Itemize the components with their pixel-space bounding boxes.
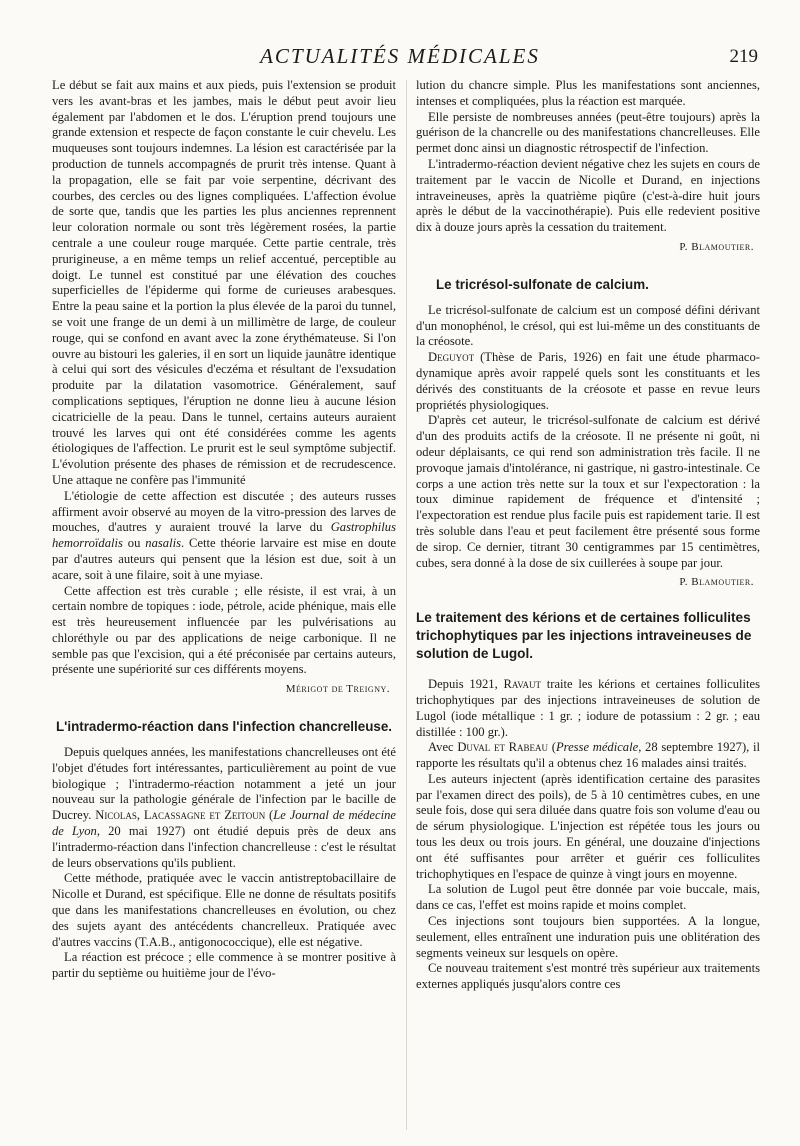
author-names: Nicolas, Lacassagne et Zeitoun — [95, 808, 266, 823]
paragraph: Les auteurs injectent (après identification certaine des parasites par l'examen direct des poils), de 5 à 10 centimètres cubes, en une seule fois, dose qui sera diluée dans quatre fois son volume d'eau ou de sérum physiologique. L'injection est répétée tous les jours ou tous les deux ou trois jours. En général, une douzaine d'injections ont été suffisantes pour arrêter et guérir ces folliculites trichophytiques en l'espace de quinze à vingt jours en moyenne. — [416, 771, 760, 881]
page-number: 219 — [729, 46, 758, 67]
column-divider — [406, 80, 407, 1130]
paragraph: Le début se fait aux mains et aux pieds, puis l'extension se produit vers les avant-bras et les jambes, mais le début peut avoir lieu également par l'abdomen et le dos. L'éruption prend toujours une grande extension et respecte de façon constante le cuir chevelu. Les muqueuses sont toujours indemnes. La lésion est caractérisée par la production de tunnels accompagnés de prurit très intense. Quant à la propagation, elle se fait par voie serpentine, décrivant des courbes, des cercles ou des lignes compliquées. L'affection évolue de sorte que, tandis que les parties les plus anciennes reprennent leur coloration normale ou sont très légèrement rosées, la partie centrale a une couleur rouge marquée. Cette partie centrale, très prurigineuse, a en même temps un relief accentué, perceptible au doigt. Le tunnel est constitué par une élévation des couches superficielles de l'épiderme qui forme de curieuses arabesques. Entre la peau saine et la portion la plus élevée de la paroi du tunnel, se voit une frange de un demi à un millimètre de large, de couleur rouge, qui se confond en avant avec la zone érythémateuse. Si l'on ouvre au bistouri les galeries, il en sort un liquide jaunâtre identique à celui qui sort des vésicules d'eczéma et résultant de l'exsudation produite par la dilatation vasomotrice. Généralement, sauf complications septiques, l'éruption ne donne lieu à aucune lésion cicatricielle de la peau. Dans le tunnel, certains auteurs auraient trouvé les larves qui ont été considérées comme les agents étiologiques de l'affection. Le prurit est le seul symptôme subjectif. L'évolution présente des phases de rémission et de recrudescence. Une attaque ne confère pas l'immunité — [52, 78, 396, 487]
paragraph: Elle persiste de nombreuses années (peut-être toujours) après la guérison de la chancrelle ou des manifestations chancrelleuses. Elle permet donc ainsi un diagnostic rétrospectif de l'infection. — [416, 109, 760, 156]
article-heading: Le tricrésol-sulfonate de calcium. — [436, 276, 649, 292]
author-names: Duval et Rabeau — [457, 740, 549, 755]
paragraph: Cette méthode, pratiquée avec le vaccin antistreptobacillaire de Nicolle et Durand, est spécifique. Elle ne donne de résultats positifs que dans les manifestations chancrelleuses en évolution, ou chez des sujets ayant des antécédents chancrelleux. Pratiquée avec d'autres vaccins (T.A.B., antigonococcique), elle est négative. — [52, 871, 396, 949]
author-name: Deguyot — [428, 350, 475, 365]
paragraph: L'étiologie de cette affection est discutée ; des auteurs russes affirment avoir observé au moyen de la vitro-pression des larves de mouches, d'autres y auraient trouvé la larve du Gastrophilus hemorroïdalis ou nasalis. Cette théorie larvaire est mise en doute par d'autres auteurs qui pensent que la lésion est due, soit à un acare, soit à une filaire, soit à une myiase. — [52, 488, 396, 582]
author-signature: P. Blamoutier. — [679, 240, 754, 253]
paragraph: La réaction est précoce ; elle commence à se montrer positive à partir du septième ou huitième jour de l'évo- — [52, 950, 396, 981]
paragraph: D'après cet auteur, le tricrésol-sulfonate de calcium est dérivé d'un des produits actifs de la créosote. Il ne présente ni goût, ni odeur déplaisants, ce qui rend son administration très facile. Il ne provoque jamais d'intolérance, ni gastrique, ni gastro-intestinale. Ce corps a une action très nette sur la toux et sur l'expectoration : la toux diminue rapidement de fréquence et d'intensité ; l'expectoration est rendue plus facile puis est rapidement tarie. Il est très soluble dans l'eau et peut facilement être présenté sous forme de sirop. Ce dernier, titrant 30 centigrammes par 15 centimètres, cubes, sera donné à la dose de six cuillerées à soupe par jour. — [416, 413, 760, 570]
paragraph: lution du chancre simple. Plus les manifestations sont anciennes, intenses et compliquées, plus la réaction est marquée. — [416, 78, 760, 108]
article-heading: Le traitement des kérions et de certaines folliculites trichophytiques par les injections intraveineuses de solution de Lugol. — [416, 610, 752, 662]
species-name: Gastrophilus hemorroïdalis — [52, 520, 396, 551]
author-signature: P. Blamoutier. — [679, 576, 754, 589]
page-header — [42, 44, 758, 74]
paragraph: Deguyot (Thèse de Paris, 1926) en fait une étude pharmaco-dynamique après avoir rappelé quels sont les constituants et les dérivés des constituants de la créosote et passe en revue leurs propriétés physiologiques. — [416, 350, 760, 412]
author-signature: Mérigot de Treigny. — [285, 683, 390, 696]
paragraph: Le tricrésol-sulfonate de calcium est un composé défini dérivant d'un monophénol, le crésol, qui est lui-même un des constituants de la créosote. — [416, 302, 760, 349]
right-column — [416, 78, 760, 993]
paragraph: L'intradermo-réaction devient négative chez les sujets en cours de traitement par le vaccin de Nicolle et Durand, en injections intraveineuses, après la quatrième piqûre (c'est-à-dire huit jours après le début de la vaccinothérapie). Puis elle redevient positive dix à douze jours après la cessation du traitement. — [416, 156, 760, 235]
paragraph: Cette affection est très curable ; elle résiste, il est vrai, à un certain nombre de topiques : iode, pétrole, acide phénique, mais elle est très heureusement influencée par les pulvérisations au chloréthyle ou par des applications de neige carbonique. Il ne semble pas que l'excision, qui a été préconisée par certains auteurs, présente une supériorité sur ces différents moyens. — [52, 583, 396, 677]
journal-title: Presse médicale — [555, 740, 639, 755]
journal-title: Le Journal de médecine de Lyon — [52, 808, 396, 839]
article-heading: L'intradermo-réaction dans l'infection chancrelleuse. — [55, 719, 392, 735]
species-name: nasalis — [145, 536, 181, 551]
paragraph: La solution de Lugol peut être donnée par voie buccale, mais, dans ce cas, l'effet est moins rapide et moins complet. — [416, 882, 760, 913]
paragraph: Avec Duval et Rabeau (Presse médicale, 28 septembre 1927), il rapporte les résultats qu'il a obtenus chez 16 malades ainsi traités. — [416, 740, 760, 771]
paragraph: Depuis quelques années, les manifestations chancrelleuses ont été l'objet d'études fort intéressantes, particulièrement au point de vue biologique ; l'intradermo-réaction notamment a jeté un jour nouveau sur la pathologie générale de l'infection par le bacille de Ducrey. Nicolas, Lacassagne et Zeitoun (Le Journal de médecine de Lyon, 20 mai 1927) ont étudié depuis près de deux ans l'intradermo-réaction dans l'infection chancrelleuse : c'est le résultat de leurs observations qu'ils publient. — [52, 745, 396, 870]
running-title: ACTUALITÉS MÉDICALES — [260, 44, 540, 68]
paragraph: Depuis 1921, Ravaut traite les kérions et certaines folliculites trichophytiques par des injections intraveineuses de solution de Lugol (iode métallique : 1 gr. ; iodure de potassium : 2 gr. ; eau distillée : 100 gr.). — [416, 677, 761, 739]
paragraph: Ce nouveau traitement s'est montré très supérieur aux traitements externes appliqués jusqu'alors contre ces — [416, 961, 760, 992]
paragraph: Ces injections sont toujours bien supportées. A la longue, seulement, elles entraînent une induration puis une oblitération des segments veineux sur lesquels on opère. — [416, 914, 760, 960]
left-column — [52, 78, 396, 982]
author-name: Ravaut — [503, 677, 542, 692]
